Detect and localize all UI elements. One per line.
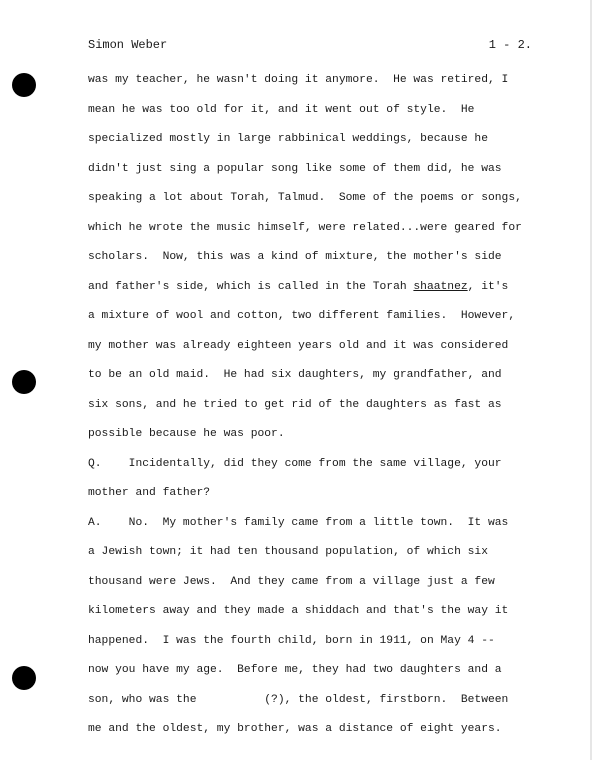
interviewee-name: Simon Weber (88, 38, 168, 52)
transcript-line: thousand were Jews. And they came from a village just a few (88, 575, 495, 588)
transcript-line: son, who was the (?), the oldest, firstborn. Between (88, 693, 509, 706)
line-segment: , it's (467, 280, 509, 293)
page-number: 1 - 2. (488, 38, 532, 52)
transcript-line: which he wrote the music himself, were related...were geared for (88, 221, 522, 234)
binder-hole-bottom (12, 666, 36, 690)
transcript-line: to be an old maid. He had six daughters, my grandfather, and (88, 369, 502, 381)
transcript-line: scholars. Now, this was a kind of mixture, the mother's side (88, 251, 502, 263)
transcript-line: didn't just sing a popular song like some of them did, he was (88, 162, 502, 175)
transcript-line: a mixture of wool and cotton, two different families. However, (88, 310, 516, 322)
transcript-line: now you have my age. Before me, they had two daughters and a (88, 664, 502, 676)
transcript-line: happened. I was the fourth child, born in 1911, on May 4 -- (88, 634, 495, 647)
transcript-line: kilometers away and they made a shiddach and that's the way it (88, 605, 509, 617)
transcript-line: specialized mostly in large rabbinical weddings, because he (88, 133, 488, 145)
transcript-line: was my teacher, he wasn't doing it anymore. He was retired, I (88, 74, 509, 86)
transcript-line: mean he was too old for it, and it went out of style. He (88, 103, 475, 116)
transcript-line: me and the oldest, my brother, was a distance of eight years. (88, 723, 502, 735)
binder-hole-middle (12, 370, 36, 394)
underlined-term: shaatnez (413, 280, 468, 293)
transcript-line: possible because he was poor. (88, 428, 285, 440)
answer-line: A. No. My mother's family came from a little town. It was (88, 516, 509, 529)
question-line: Q. Incidentally, did they come from the same village, your (88, 457, 502, 470)
transcript-body (88, 66, 533, 745)
page-header (88, 38, 532, 54)
transcript-line: speaking a lot about Torah, Talmud. Some of the poems or songs, (88, 192, 522, 204)
transcript-line: a Jewish town; it had ten thousand population, of which six (88, 546, 488, 558)
binder-hole-top (12, 73, 36, 97)
transcript-line: my mother was already eighteen years old and it was considered (88, 339, 509, 352)
transcript-line: mother and father? (88, 487, 211, 499)
line-segment: and father's side, which is called in the Torah (88, 280, 414, 293)
transcript-line (88, 273, 533, 303)
transcript-line: six sons, and he tried to get rid of the daughters as fast as (88, 398, 502, 411)
